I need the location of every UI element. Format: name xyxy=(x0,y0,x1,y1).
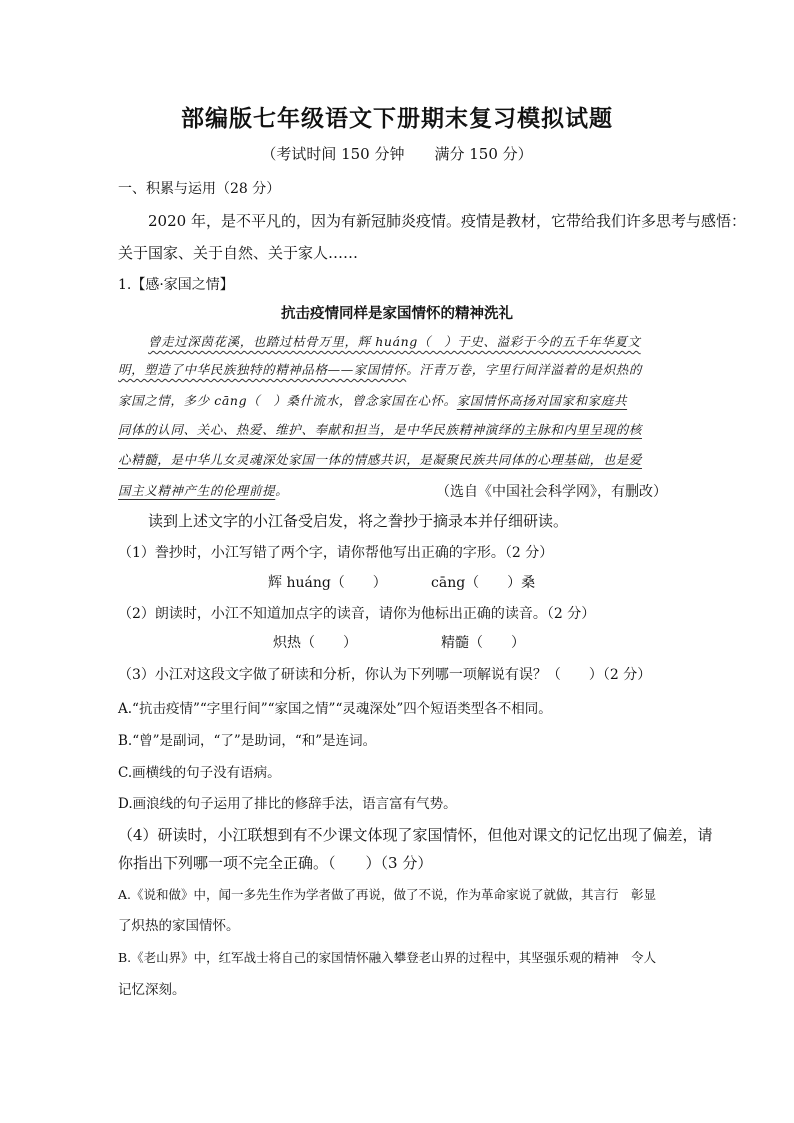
passage-source: （选自《中国社会科学网》，有删改） xyxy=(436,484,667,500)
passage-line-5 xyxy=(118,450,642,468)
answer-blank-jingsui[interactable]: 精髓（ ） xyxy=(441,635,525,651)
answer-blank-chire[interactable]: 炽热（ ） xyxy=(273,635,357,651)
intro-line-2: 关于国家、关于自然、关于家人…… xyxy=(118,244,359,262)
passage-text: 。汗青万卷，字里行间洋溢着的是炽热的 xyxy=(406,362,643,377)
answer-blank-cang[interactable]: cāng（ ）桑 xyxy=(431,575,536,591)
passage-line-3 xyxy=(118,391,627,409)
passage-line-2 xyxy=(118,360,642,378)
passage-title: 抗击疫情同样是家国情怀的精神洗礼 xyxy=(281,305,513,322)
straight-underlined-text: 同体的认同、关心、热爱、维护、奉献和担当，是中华民族精神演绎的主脉和内里呈现的核 xyxy=(118,422,643,437)
exam-subtitle: （考试时间 150 分钟 满分 150 分） xyxy=(261,145,533,163)
passage-text: 家国之情，多少 cāng（ ）桑什流水，曾念家国在心怀。 xyxy=(118,393,457,408)
wavy-underlined-text: 明，塑造了中华民族独特的精神品格——家国情怀 xyxy=(118,362,407,377)
question-1-label: 1.【感·家国之情】 xyxy=(118,277,234,293)
option-d: D.画浪线的句子运用了排比的修辞手法，语言富有气势。 xyxy=(118,796,457,812)
sub-question-1: （1）誊抄时，小江写错了两个字，请你帮他写出正确的字形。（2 分） xyxy=(118,545,554,561)
passage-text: 。 xyxy=(275,483,289,498)
sub-question-3: （3）小江对这段文字做了研读和分析，你认为下列哪一项解说有误？（ ）（2 分） xyxy=(118,667,652,683)
passage-line-1 xyxy=(148,332,641,350)
option-4a-line-1: A.《说和做》中，闻一多先生作为学者做了再说，做了不说，作为革命家说了就做，其言行 彰显 xyxy=(118,887,657,902)
section-heading: 一、积累与运用（28 分） xyxy=(118,181,281,197)
option-4b-line-1: B.《老山界》中，红军战士将自己的家国情怀融入攀登老山界的过程中，其坚强乐观的精神 令人 xyxy=(118,950,657,965)
sub-question-4-line-2: 你指出下列哪一项不完全正确。（ ）（3 分） xyxy=(118,854,433,872)
instruction-text: 读到上述文字的小江备受启发，将之誊抄于摘录本并仔细研读。 xyxy=(148,512,569,530)
passage-line-6 xyxy=(118,481,288,499)
option-a: A.“抗击疫情”“字里行间”“家国之情”“灵魂深处”四个短语类型各不相同。 xyxy=(118,701,552,717)
answer-blank-huang[interactable]: 辉 huáng（ ） xyxy=(268,575,387,591)
straight-underlined-text: 家国情怀高扬对国家和家庭共 xyxy=(456,393,628,408)
straight-underlined-text: 心精髓，是中华儿女灵魂深处家国一体的情感共识，是凝聚民族共同体的心理基础，也是爱 xyxy=(118,452,643,467)
option-4b-line-2: 记忆深刻。 xyxy=(118,982,186,998)
wavy-underlined-text: 曾走过深茵花溪，也踏过枯骨万里，辉 huáng（ ）于史、溢彩于今的五千年华夏文 xyxy=(148,334,641,349)
exam-title: 部编版七年级语文下册期末复习模拟试题 xyxy=(181,105,613,132)
intro-line-1: 2020 年，是不平凡的，因为有新冠肺炎疫情。疫情是教材，它带给我们许多思考与感悟： xyxy=(148,212,746,230)
straight-underlined-text: 国主义精神产生的伦理前提 xyxy=(118,483,276,498)
passage-line-4 xyxy=(118,420,642,438)
option-4a-line-2: 了炽热的家国情怀。 xyxy=(118,918,240,934)
sub-question-2: （2）朗读时，小江不知道加点字的读音，请你为他标出正确的读音。（2 分） xyxy=(118,606,596,622)
option-b: B.“曾”是副词，“了”是助词，“和”是连词。 xyxy=(118,733,377,749)
option-c: C.画横线的句子没有语病。 xyxy=(118,765,281,781)
sub-question-4-line-1: （4）研读时，小江联想到有不少课文体现了家国情怀，但他对课文的记忆出现了偏差，请 xyxy=(118,826,713,844)
